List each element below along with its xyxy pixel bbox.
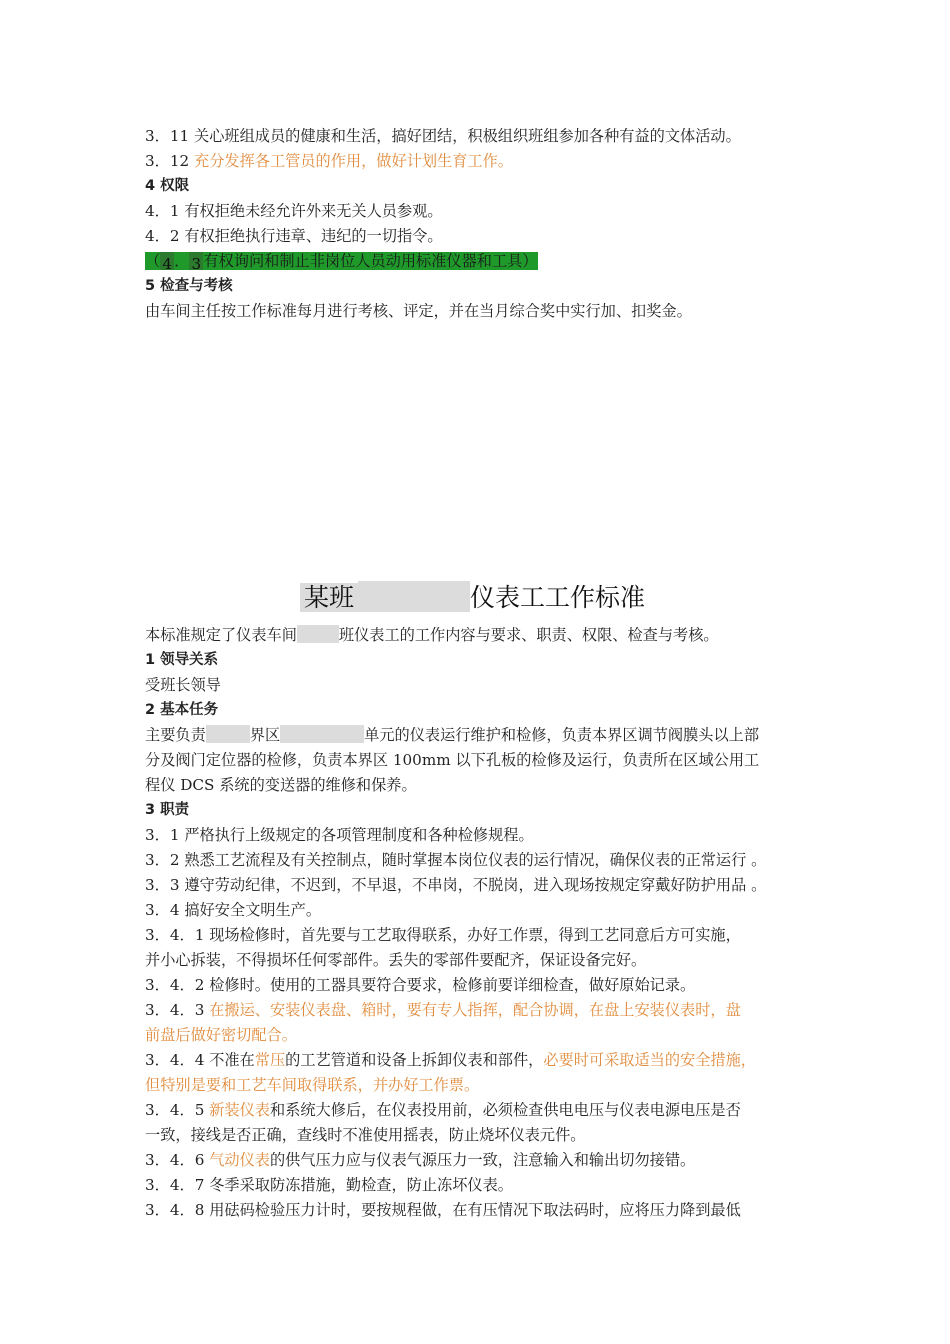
clause-number: 3．12 bbox=[145, 152, 195, 170]
clause-3-4-1-line-2: 并小心拆装，不得损坏任何零部件。丢失的零部件要配齐，保证设备完好。 bbox=[145, 951, 647, 969]
heading-duties: 3 职责 bbox=[145, 802, 190, 818]
clause-3-4-6 bbox=[145, 1148, 825, 1173]
clause-text: 的供气压力应与仪表气源压力一致，注意输入和输出切勿接错。 bbox=[269, 1151, 696, 1169]
clause-3-4-3-line-1 bbox=[145, 998, 825, 1023]
clause-3-4-1-line-1: 3．4．1 现场检修时，首先要与工艺取得联系，办好工作票，得到工艺同意后方可实施， bbox=[145, 926, 741, 944]
clause-5: 由车间主任按工作标准每月进行考核、评定，并在当月综合奖中实行加、扣奖金。 bbox=[145, 302, 692, 320]
number-box: 4 bbox=[160, 252, 174, 270]
clause-text-highlighted: 在搬运、安装仪表盘、箱时，要有专人指挥，配合协调，在盘上安装仪表时，盘 bbox=[209, 1001, 741, 1019]
intro bbox=[145, 623, 825, 648]
redacted-gap bbox=[297, 625, 339, 643]
clause-3-4-3-line-2: 前盘后做好密切配合。 bbox=[145, 1026, 297, 1044]
highlight-text: 新装仪表 bbox=[209, 1101, 270, 1119]
text: 主要负责 bbox=[145, 726, 206, 744]
clause-3-4-2: 3．4．2 检修时。使用的工器具要符合要求，检修前要详细检查，做好原始记录。 bbox=[145, 976, 696, 994]
intro-text: 班仪表工的工作内容与要求、职责、权限、检查与考核。 bbox=[338, 626, 719, 644]
title-part-a: 某班 bbox=[300, 583, 358, 612]
number-box: 3 bbox=[189, 252, 203, 270]
basic-tasks-line-3: 程仪 DCS 系统的变送器的维修和保养。 bbox=[145, 776, 417, 794]
clause-text-highlighted: 充分发挥各工管员的作用，做好计划生育工作。 bbox=[194, 152, 513, 170]
clause-3-4: 3．4 搞好安全文明生产。 bbox=[145, 901, 322, 919]
title-redacted-gap bbox=[358, 581, 470, 612]
basic-tasks-line-2: 分及阀门定位器的检修，负责本界区 100mm 以下孔板的检修及运行，负责所在区域公用工 bbox=[145, 751, 760, 769]
clause-number: 3．4．4 不准在 bbox=[145, 1051, 255, 1069]
clause-4-1: 4．1 有权拒绝未经允许外来无关人员参观。 bbox=[145, 202, 443, 220]
clause-3-4-7: 3．4．7 冬季采取防冻措施，勤检查，防止冻坏仪表。 bbox=[145, 1176, 513, 1194]
leadership-text: 受班长领导 bbox=[145, 676, 221, 694]
clause-number: 3．4．3 bbox=[145, 1001, 210, 1019]
clause-number: 3．4．5 bbox=[145, 1101, 210, 1119]
text: 界区 bbox=[249, 726, 281, 744]
redacted-gap bbox=[206, 725, 250, 743]
heading-leadership: 1 领导关系 bbox=[145, 652, 219, 668]
clause-3-11 bbox=[145, 124, 825, 149]
highlight-text: 气动仪表 bbox=[209, 1151, 270, 1169]
highlight-text: 常压 bbox=[254, 1051, 286, 1069]
paren-open: （ bbox=[145, 252, 161, 270]
intro-text: 本标准规定了仪表车间 bbox=[145, 626, 297, 644]
clause-4-2: 4．2 有权拒绝执行违章、违纪的一切指令。 bbox=[145, 227, 443, 245]
clause-3-4-8: 3．4．8 用砝码检验压力计时，要按规程做，在有压情况下取法码时，应将压力降到最低 bbox=[145, 1201, 741, 1219]
heading-inspection: 5 检查与考核 bbox=[145, 278, 233, 294]
clause-3-12 bbox=[145, 149, 825, 174]
heading-basic-tasks: 2 基本任务 bbox=[145, 702, 219, 718]
clause-3-4-5-line-1 bbox=[145, 1098, 825, 1123]
highlight-text: 必要时可采取适当的安全措施， bbox=[543, 1051, 756, 1069]
heading-authority: 4 权限 bbox=[145, 178, 190, 194]
clause-3-4-5-line-2: 一致，接线是否正确，查线时不准使用摇表，防止烧坏仪表元件。 bbox=[145, 1126, 586, 1144]
redacted-gap bbox=[280, 725, 364, 743]
clause-4-3 bbox=[145, 249, 825, 274]
clause-text: 和系统大修后，在仪表投用前，必须检查供电电压与仪表电源电压是否 bbox=[269, 1101, 741, 1119]
clause-3-3: 3．3 遵守劳动纪律，不迟到，不早退，不串岗，不脱岗，进入现场按规定穿戴好防护用品 。 bbox=[145, 876, 767, 894]
clause-3-1: 3．1 严格执行上级规定的各项管理制度和各种检修规程。 bbox=[145, 826, 534, 844]
clause-3-4-4-line-2: 但特别是要和工艺车间取得联系，并办好工作票。 bbox=[145, 1076, 480, 1094]
clause-text: 的工艺管道和设备上拆卸仪表和部件， bbox=[285, 1051, 544, 1069]
basic-tasks-line-1 bbox=[145, 723, 825, 748]
clause-text: 有权询问和制止非岗位人员动用标准仪器和工具） bbox=[203, 252, 538, 270]
document-title bbox=[300, 580, 645, 616]
clause-text: 3．11 关心班组成员的健康和生活，搞好团结，积极组织班组参加各种有益的文体活动。 bbox=[145, 127, 741, 145]
clause-3-4-4-line-1 bbox=[145, 1048, 825, 1073]
number-sep: ． bbox=[174, 252, 190, 270]
clause-number: 3．4．6 bbox=[145, 1151, 210, 1169]
clause-4-3-highlight bbox=[145, 252, 538, 273]
title-part-b: 仪表工工作标准 bbox=[470, 583, 646, 612]
clause-3-2: 3．2 熟悉工艺流程及有关控制点，随时掌握本岗位仪表的运行情况，确保仪表的正常运行 。 bbox=[145, 851, 767, 869]
text: 单元的仪表运行维护和检修，负责本界区调节阀膜头以上部 bbox=[364, 726, 759, 744]
